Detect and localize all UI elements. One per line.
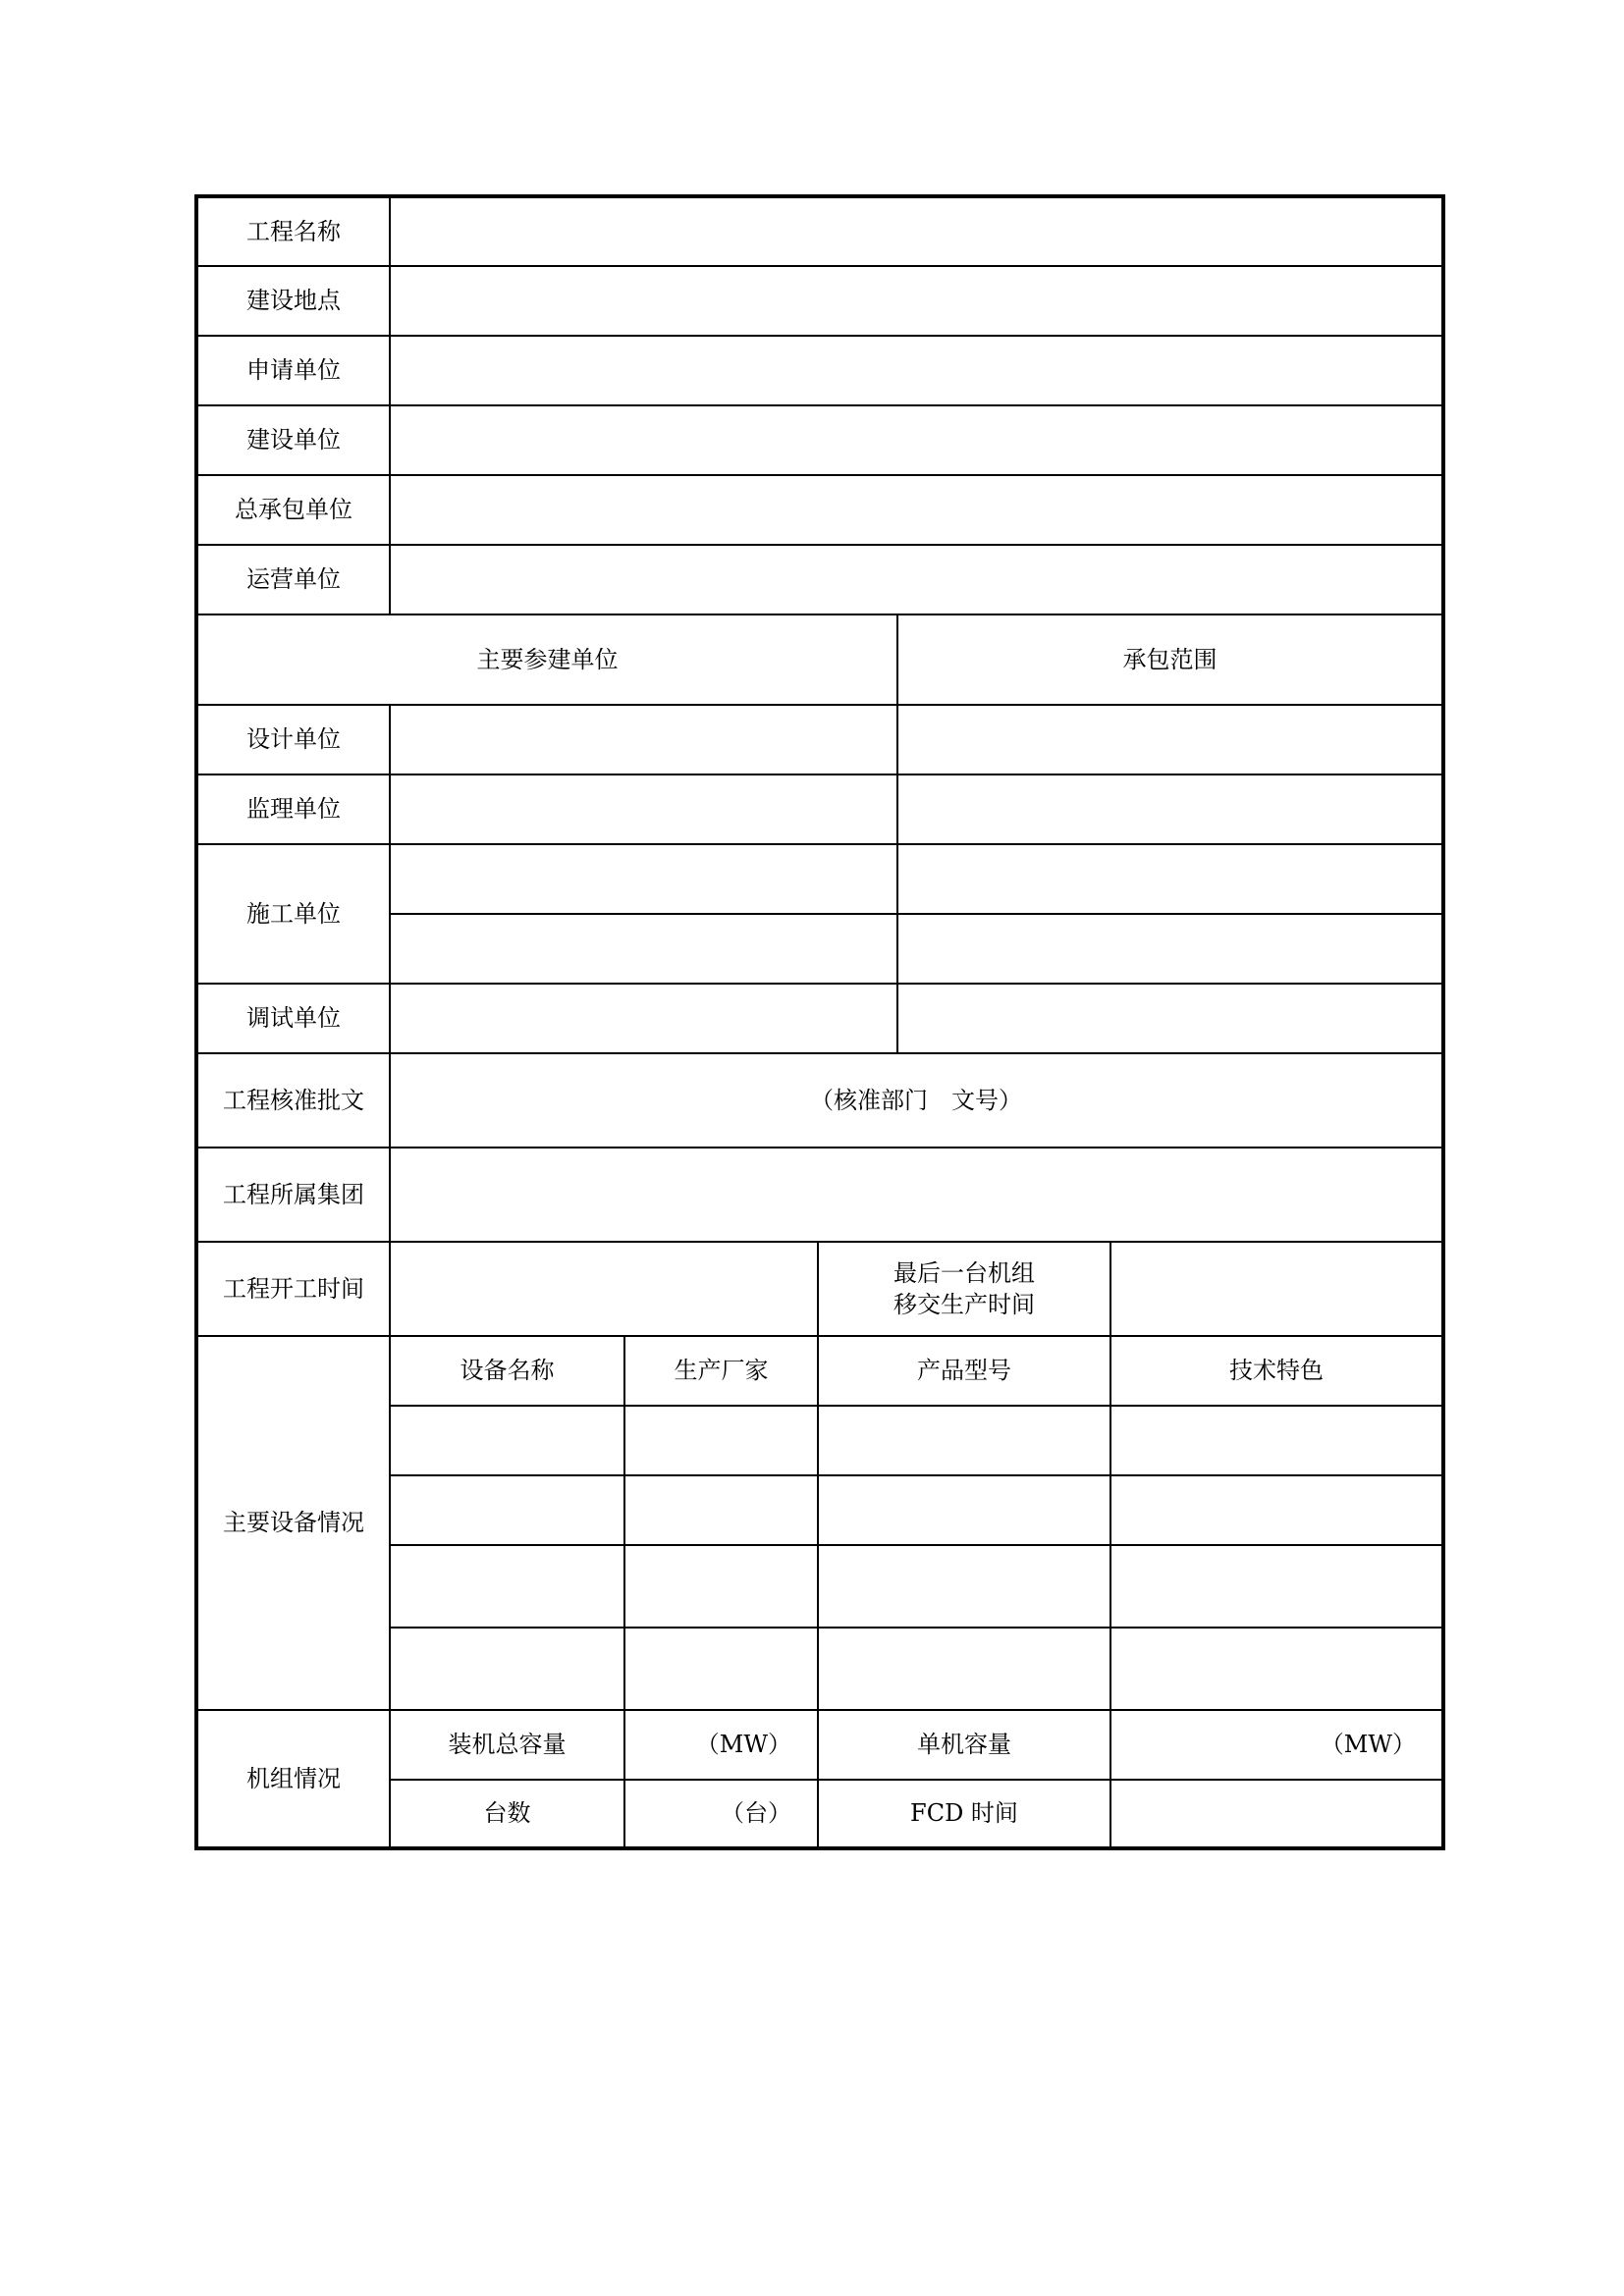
header-manufacturer: 生产厂家 (624, 1336, 818, 1406)
field-general-contractor[interactable] (390, 475, 1443, 545)
header-equipment-name: 设备名称 (390, 1336, 624, 1406)
field-manufacturer[interactable] (624, 1475, 818, 1545)
label-project-name: 工程名称 (196, 196, 390, 266)
row-operator (196, 545, 1443, 614)
field-commissioning-scope[interactable] (897, 984, 1443, 1053)
row-builder (196, 405, 1443, 475)
field-tech-features[interactable] (1110, 1406, 1443, 1475)
field-operator[interactable] (390, 545, 1443, 614)
label-general-contractor: 总承包单位 (196, 475, 390, 545)
row-construction-unit-1 (196, 844, 1443, 914)
field-equipment-name[interactable] (390, 1628, 624, 1710)
field-tech-features[interactable] (1110, 1545, 1443, 1628)
field-construction-unit-2[interactable] (390, 914, 897, 984)
header-contract-scope: 承包范围 (897, 614, 1443, 705)
row-participants-header (196, 614, 1443, 705)
header-model: 产品型号 (818, 1336, 1110, 1406)
label-commissioning-unit: 调试单位 (196, 984, 390, 1053)
label-start-time: 工程开工时间 (196, 1242, 390, 1336)
header-tech-features: 技术特色 (1110, 1336, 1443, 1406)
label-last-unit-line1: 最后一台机组 (893, 1258, 1035, 1287)
field-project-name[interactable] (390, 196, 1443, 266)
label-group: 工程所属集团 (196, 1148, 390, 1242)
field-design-unit[interactable] (390, 705, 897, 774)
field-fcd-time[interactable] (1110, 1780, 1443, 1848)
field-single-capacity[interactable]: （MW） (1110, 1710, 1443, 1780)
field-count[interactable]: （台） (624, 1780, 818, 1848)
field-equipment-name[interactable] (390, 1406, 624, 1475)
row-group (196, 1148, 1443, 1242)
field-manufacturer[interactable] (624, 1406, 818, 1475)
label-applicant: 申请单位 (196, 336, 390, 405)
label-total-capacity: 装机总容量 (390, 1710, 624, 1780)
field-model[interactable] (818, 1628, 1110, 1710)
label-site: 建设地点 (196, 266, 390, 336)
field-supervision-unit[interactable] (390, 774, 897, 844)
field-model[interactable] (818, 1406, 1110, 1475)
field-builder[interactable] (390, 405, 1443, 475)
field-total-capacity[interactable]: （MW） (624, 1710, 818, 1780)
row-general-contractor (196, 475, 1443, 545)
application-form-table (194, 194, 1445, 1850)
field-construction-scope-2[interactable] (897, 914, 1443, 984)
field-tech-features[interactable] (1110, 1628, 1443, 1710)
field-group[interactable] (390, 1148, 1443, 1242)
field-model[interactable] (818, 1475, 1110, 1545)
row-project-name (196, 196, 1443, 266)
label-approval-document: 工程核准批文 (196, 1053, 390, 1148)
field-supervision-scope[interactable] (897, 774, 1443, 844)
row-applicant (196, 336, 1443, 405)
label-operator: 运营单位 (196, 545, 390, 614)
label-fcd-time: FCD 时间 (818, 1780, 1110, 1848)
row-design-unit (196, 705, 1443, 774)
field-design-scope[interactable] (897, 705, 1443, 774)
field-construction-scope-1[interactable] (897, 844, 1443, 914)
label-builder: 建设单位 (196, 405, 390, 475)
field-model[interactable] (818, 1545, 1110, 1628)
field-manufacturer[interactable] (624, 1628, 818, 1710)
field-tech-features[interactable] (1110, 1475, 1443, 1545)
label-supervision-unit: 监理单位 (196, 774, 390, 844)
field-commissioning-unit[interactable] (390, 984, 897, 1053)
field-last-unit-handover[interactable] (1110, 1242, 1443, 1336)
field-start-time[interactable] (390, 1242, 818, 1336)
field-site[interactable] (390, 266, 1443, 336)
label-equipment: 主要设备情况 (196, 1336, 390, 1710)
label-last-unit-handover (818, 1242, 1110, 1336)
row-approval-document (196, 1053, 1443, 1148)
field-approval-document[interactable]: （核准部门 文号） (390, 1053, 1443, 1148)
row-supervision-unit (196, 774, 1443, 844)
header-main-participants: 主要参建单位 (196, 614, 897, 705)
label-unit-status: 机组情况 (196, 1710, 390, 1848)
label-single-capacity: 单机容量 (818, 1710, 1110, 1780)
field-construction-unit-1[interactable] (390, 844, 897, 914)
label-count: 台数 (390, 1780, 624, 1848)
label-design-unit: 设计单位 (196, 705, 390, 774)
label-last-unit-line2: 移交生产时间 (893, 1291, 1035, 1318)
row-commissioning-unit (196, 984, 1443, 1053)
row-capacity (196, 1710, 1443, 1780)
field-applicant[interactable] (390, 336, 1443, 405)
field-equipment-name[interactable] (390, 1475, 624, 1545)
field-manufacturer[interactable] (624, 1545, 818, 1628)
row-site (196, 266, 1443, 336)
label-construction-unit: 施工单位 (196, 844, 390, 984)
row-equipment-header (196, 1336, 1443, 1406)
field-equipment-name[interactable] (390, 1545, 624, 1628)
row-start-time (196, 1242, 1443, 1336)
